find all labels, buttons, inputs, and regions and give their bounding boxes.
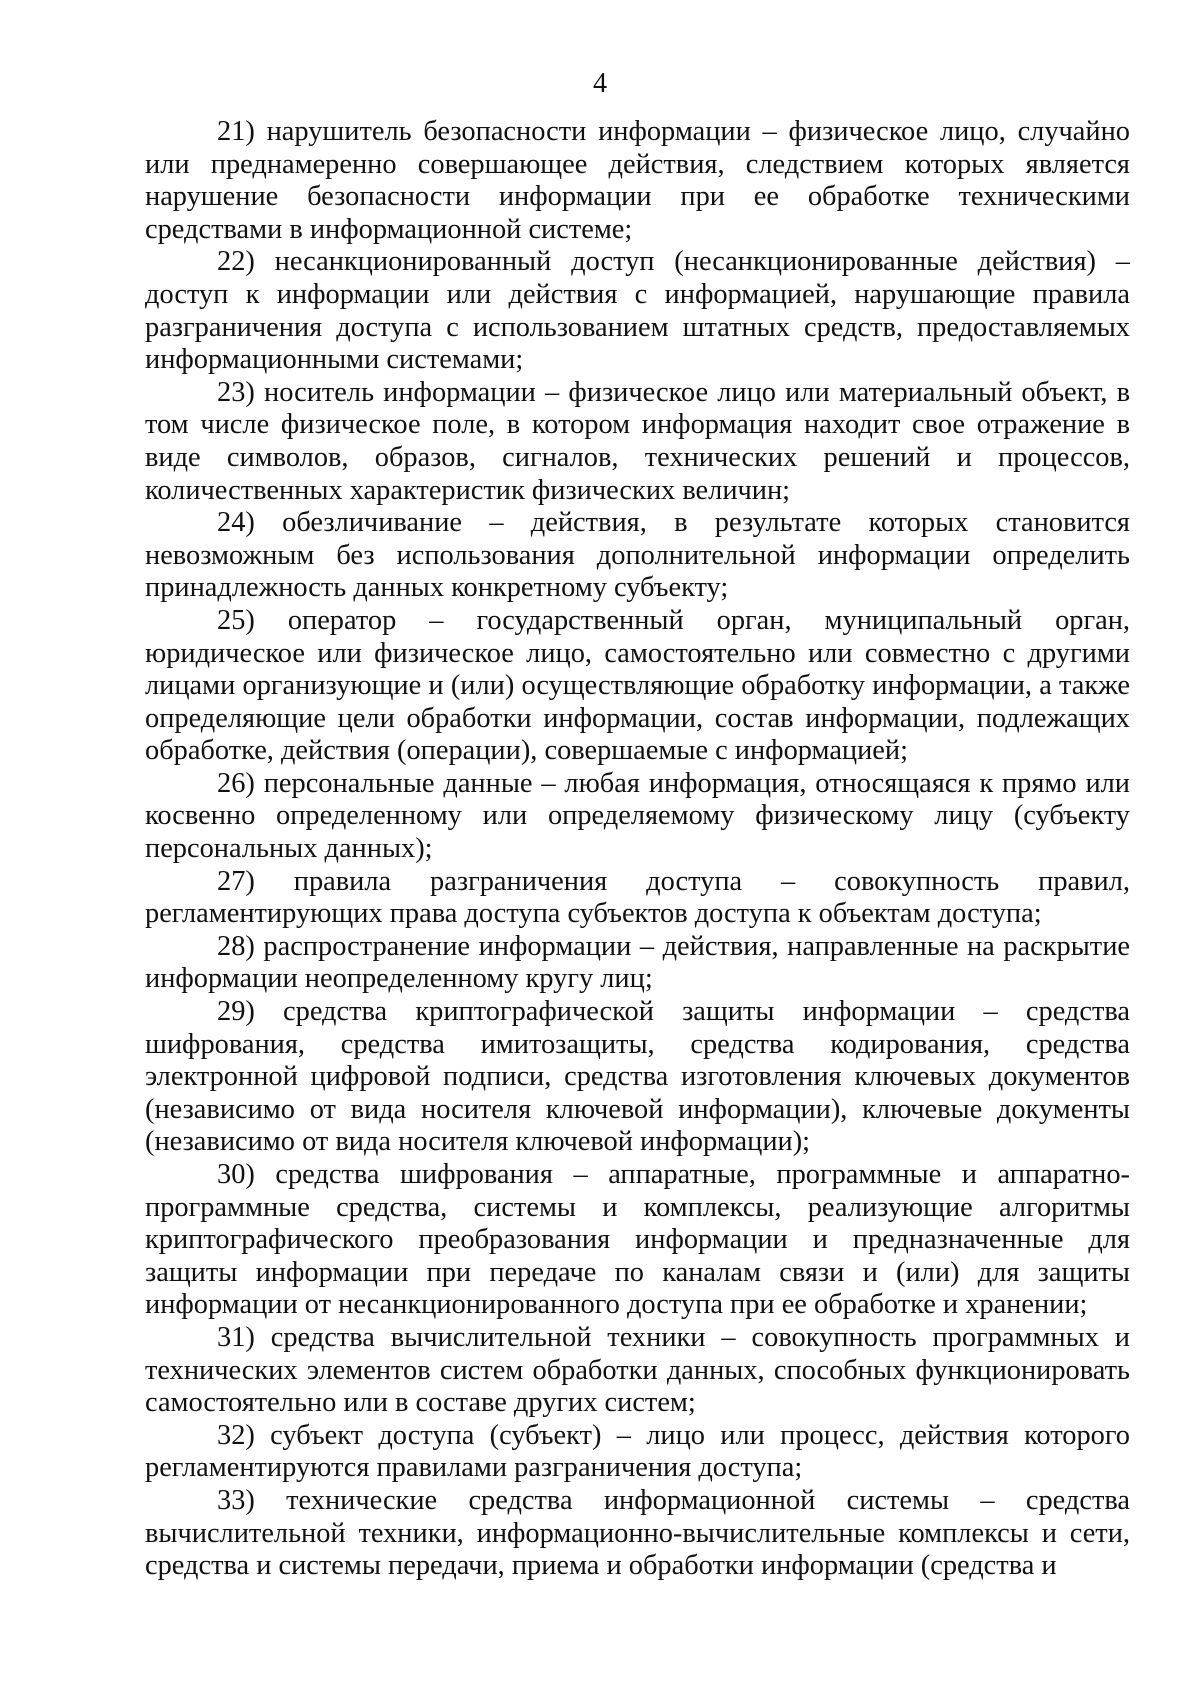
paragraph-33: 33) технические средства информационной системы – средства вычислительной техники, информационно-вычислительные комплексы и сети, средства и системы передачи, приема и обработки информации (средства и: [145, 1484, 1130, 1582]
paragraph-31: 31) средства вычислительной техники – совокупность программных и технических элементов систем обработки данных, способных функционировать самостоятельно или в составе других систем;: [145, 1321, 1130, 1419]
document-body: [145, 116, 1130, 1583]
paragraph-32: 32) субъект доступа (субъект) – лицо или процесс, действия которого регламентируются правилами разграничения доступа;: [145, 1419, 1130, 1484]
page-number: 4: [593, 68, 607, 99]
paragraph-29: 29) средства криптографической защиты информации – средства шифрования, средства имитозащиты, средства кодирования, средства электронной цифровой подписи, средства изготовления ключевых документов (независимо от вида носителя ключевой информации), ключевые документы (независимо от вида носителя ключевой информации);: [145, 996, 1130, 1158]
paragraph-24: 24) обезличивание – действия, в результате которых становится невозможным без использования дополнительной информации определить принадлежность данных конкретному субъекту;: [145, 507, 1130, 604]
paragraph-23: 23) носитель информации – физическое лицо или материальный объект, в том числе физическое поле, в котором информация находит свое отражение в виде символов, образов, сигналов, технических решений и процессов, количественных характеристик физических величин;: [145, 376, 1130, 506]
paragraph-22: 22) несанкционированный доступ (несанкционированные действия) – доступ к информации или действия с информацией, нарушающие правила разграничения доступа с использованием штатных средств, предоставляемых информационными системами;: [145, 246, 1130, 376]
paragraph-27: 27) правила разграничения доступа – совокупность правил, регламентирующих права доступа субъектов доступа к объектам доступа;: [145, 865, 1130, 930]
paragraph-26: 26) персональные данные – любая информация, относящаяся к прямо или косвенно определенному или определяемому физическому лицу (субъекту персональных данных);: [145, 767, 1130, 865]
paragraph-30: 30) средства шифрования – аппаратные, программные и аппаратно-программные средства, системы и комплексы, реализующие алгоритмы криптографического преобразования информации и предназначенные для защиты информации при передаче по каналам связи и (или) для защиты информации от несанкционированного доступа при ее обработке и хранении;: [145, 1159, 1130, 1321]
paragraph-28: 28) распространение информации – действия, направленные на раскрытие информации неопределенному кругу лиц;: [145, 930, 1130, 995]
paragraph-25: 25) оператор – государственный орган, муниципальный орган, юридическое или физическое лицо, самостоятельно или совместно с другими лицами организующие и (или) осуществляющие обработку информации, а также определяющие цели обработки информации, состав информации, подлежащих обработке, действия (операции), совершаемые с информацией;: [145, 604, 1130, 767]
paragraph-21: 21) нарушитель безопасности информации – физическое лицо, случайно или преднамеренно совершающее действия, следствием которых является нарушение безопасности информации при ее обработке техническими средствами в информационной системе;: [145, 116, 1130, 245]
